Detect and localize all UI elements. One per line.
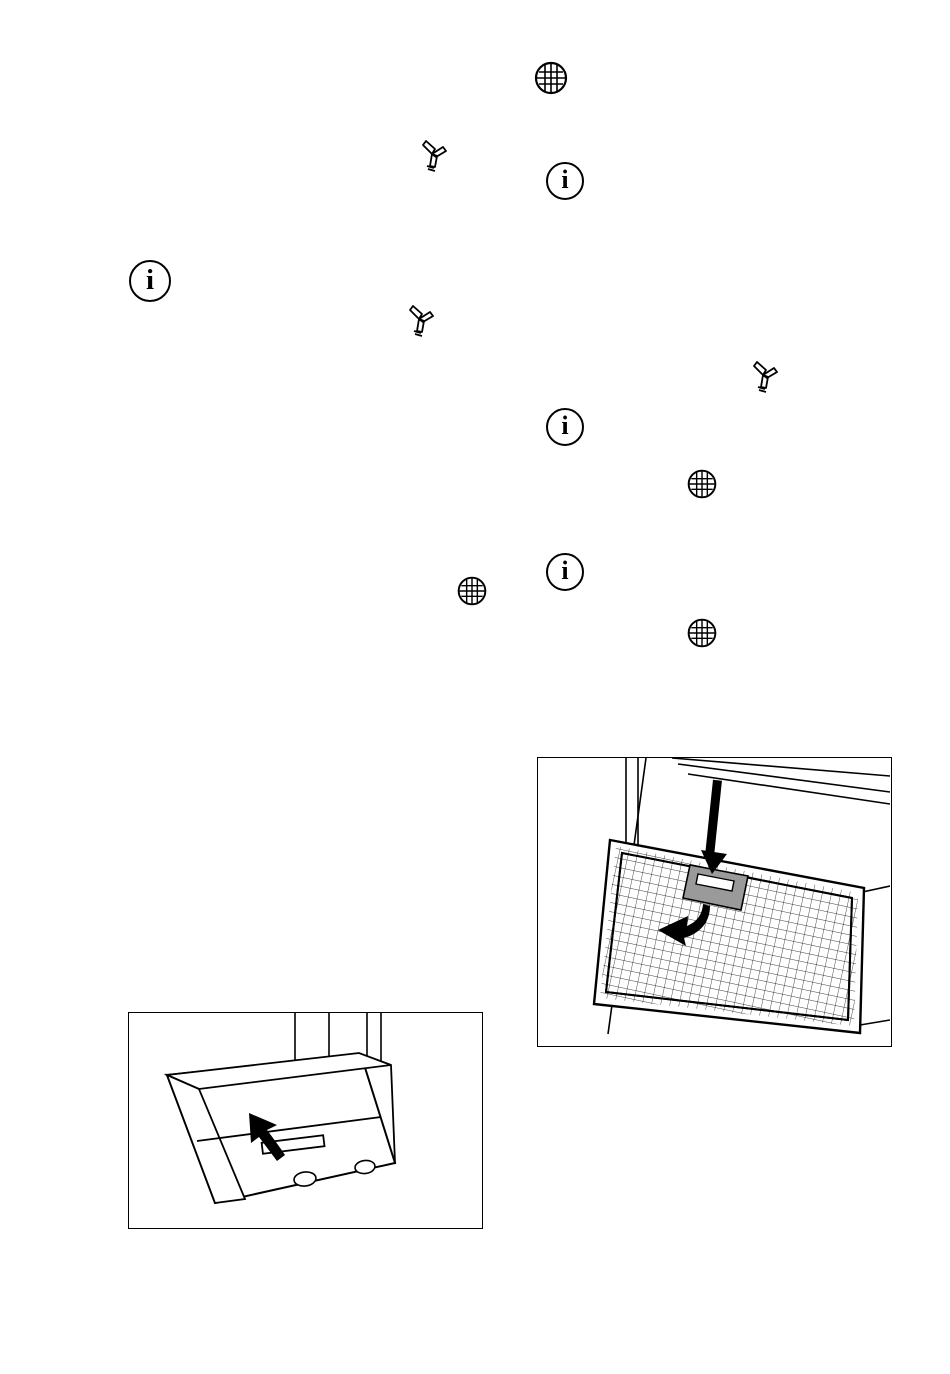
grid-filter-icon [686, 468, 718, 500]
info-icon: i [546, 408, 584, 446]
fan-motor-icon [413, 135, 451, 173]
grid-filter-icon [686, 617, 718, 649]
fan-motor-icon [400, 300, 438, 338]
info-icon: i [129, 260, 171, 302]
info-icon: i [546, 162, 584, 200]
grid-filter-icon [533, 60, 569, 96]
figure-grease-filter-latch [537, 757, 892, 1047]
figure-hood-panel-open [128, 1012, 483, 1229]
info-icon: i [546, 553, 584, 591]
fan-motor-icon [744, 356, 782, 394]
grid-filter-icon [456, 575, 488, 607]
